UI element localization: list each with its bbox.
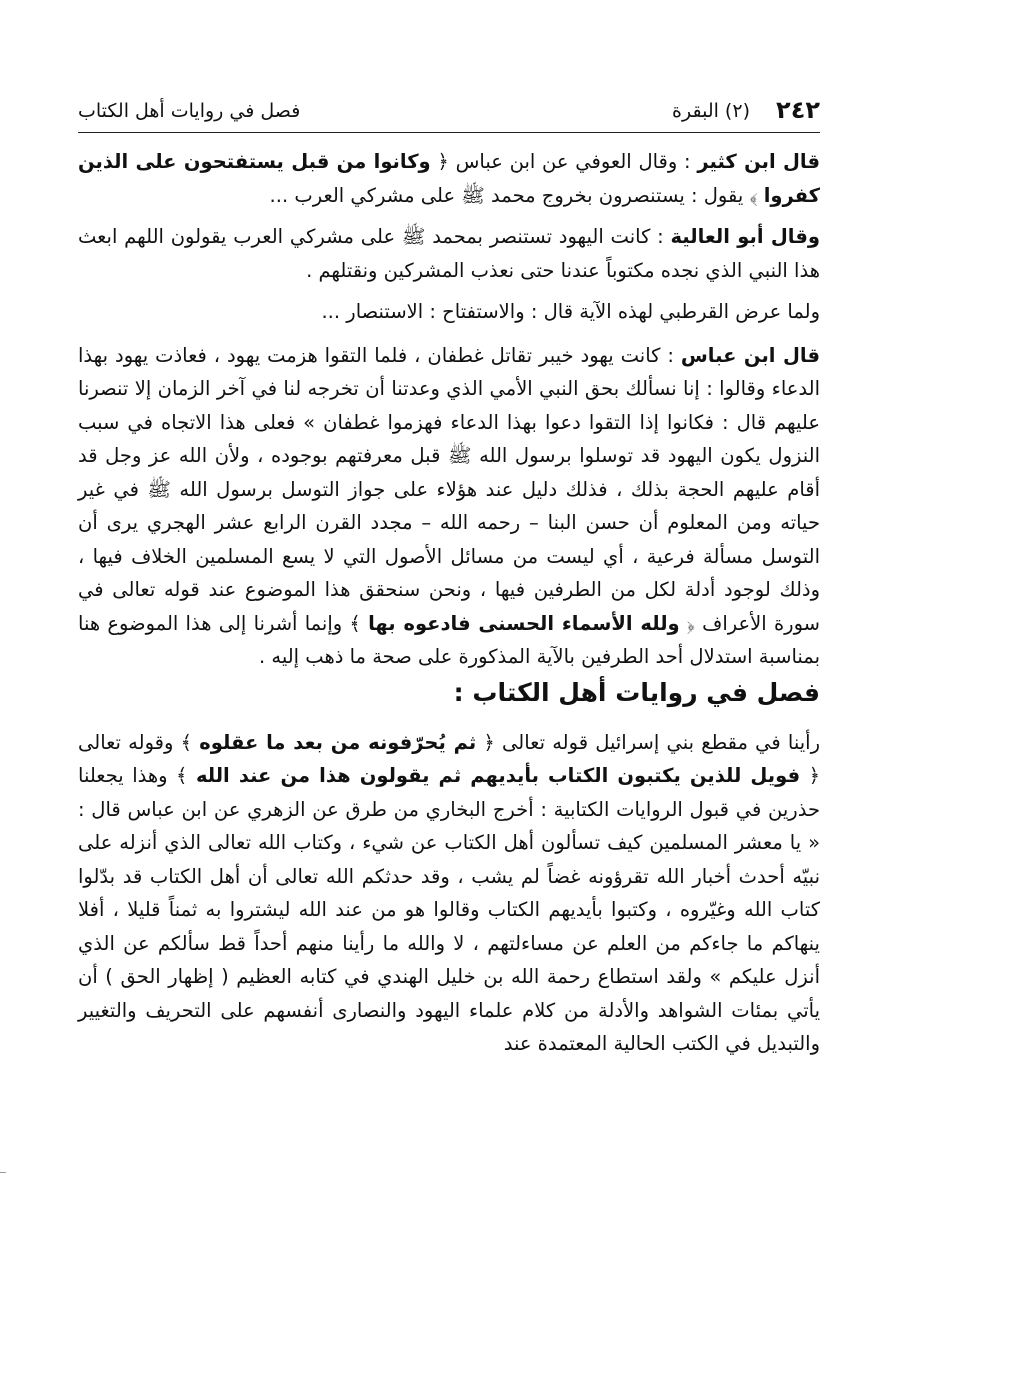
paragraph-lead: قال ابن عباس: [680, 343, 821, 367]
paragraph-text: ﴾ وقوله تعالى ﴿: [78, 730, 821, 787]
paragraph-text: : كانت اليهود تستنصر بمحمد ﷺ على مشركي العرب يقولون اللهم ابعث هذا النبي الذي نجده مكتوباً عندنا حتى نعذب المشركين ونقتلهم .: [78, 225, 820, 282]
page-header: [78, 90, 820, 133]
quran-verse: وكانوا من قبل يستفتحون على الذين كفروا: [78, 150, 820, 207]
paragraph-text: ﴾ وإنما أشرنا إلى هذا الموضوع هنا بمناسبة استدلال أحد الطرفين بالآية المذكورة على صحة ما ذهب إليه .: [78, 611, 820, 668]
quran-verse: فويل للذين يكتبون الكتاب بأيديهم ثم يقولون هذا من عند الله: [195, 764, 801, 787]
paragraph-text: ﴾ يقول : يستنصرون بخروج محمد ﷺ على مشركي العرب ...: [269, 183, 764, 207]
paragraph-lead: قال ابن كثير: [697, 150, 820, 173]
quran-verse: ولله الأسماء الحسنى فادعوه بها: [368, 611, 680, 635]
paragraph-lead: وقال أبو العالية: [670, 225, 820, 248]
page-body: [78, 145, 820, 1061]
paragraph-text: : وقال العوفي عن ابن عباس ﴿: [430, 150, 698, 173]
running-title: فصل في روايات أهل الكتاب: [78, 100, 301, 122]
margin-mark: [0, 1172, 6, 1173]
book-page: [78, 90, 820, 1061]
paragraph-text: رأينا في مقطع بني إسرائيل قوله تعالى ﴿: [476, 730, 820, 754]
paragraph-text: : كانت يهود خيبر تقاتل غطفان ، فلما التقوا هزمت يهود ، فعاذت يهود بهذا الدعاء وقالوا : إنا نسألك بحق النبي الأمي الذي وعدتنا أن تخرجه لنا في آخر الزمان إلا تنصرنا عليهم قال : فكانوا إذا التقوا دعوا بهذا الدعاء فهزموا غطفان » فعلى هذا الاتجاه في سبب النزول يكون اليهود قد توسلوا برسول الله ﷺ قبل معرفتهم بوجوده ، ولأن الله عز وجل قد أقام عليهم الحجة بذلك ، فذلك دليل عند هؤلاء على جواز التوسل برسول الله ﷺ في غير حياته ومن المعلوم أن حسن البنا – رحمه الله – مجدد القرن الرابع عشر الهجري يرى أن التوسل مسألة فرعية ، أي ليست من مسائل الأصول التي لا يسع المسلمين الخلاف فيها ، وذلك لوجود أدلة لكل من الطرفين فيها ، ونحن سنحقق هذا الموضوع عند قوله تعالى في سورة الأعراف ﴿: [78, 343, 820, 635]
paragraph-text: ولما عرض القرطبي لهذه الآية قال : والاستفتاح : الاستنصار ...: [321, 300, 820, 323]
paragraph-abu-al-aliya: [78, 220, 820, 287]
section-paragraph: [78, 726, 820, 1061]
surah-label: (٢) البقرة: [672, 100, 750, 122]
paragraph-text: ﴾ وهذا يجعلنا حذرين في قبول الروايات الكتابية : أخرج البخاري من طرق عن الزهري عن ابن عباس قال : « يا معشر المسلمين كيف تسألون أهل الكتاب عن شيء ، وكتاب الله تعالى الذي أنزله على نبيّه أحدث أخبار الله تقرؤونه غضاً لم يشب ، وقد حدثكم الله تعالى أن أهل الكتاب قد بدّلوا كتاب الله وغيّروه ، وكتبوا بأيديهم الكتاب وقالوا هو من عند الله ليشتروا به ثمناً قليلا ، أفلا ينهاكم ما جاءكم من العلم عن مساءلتهم ، لا والله ما رأينا منهم أحداً قط سألكم عن الذي أنزل عليكم » ولقد استطاع رحمة الله بن خليل الهندي في كتابه العظيم ( إظهار الحق ) أن يأتي بمئات الشواهد والأدلة من كلام علماء اليهود والنصارى أنفسهم على التحريف والتغيير والتبديل في الكتب الحالية المعتمدة عند: [78, 764, 820, 1055]
quran-verse: ثم يُحرّفونه من بعد ما عقلوه: [199, 730, 477, 754]
page-number: ٢٤٢: [776, 96, 820, 124]
paragraph-qurtubi: [78, 295, 820, 329]
paragraph-ibn-abbas: [78, 339, 820, 674]
paragraph-ibn-kathir: [78, 145, 820, 212]
section-heading: فصل في روايات أهل الكتاب :: [453, 677, 820, 707]
